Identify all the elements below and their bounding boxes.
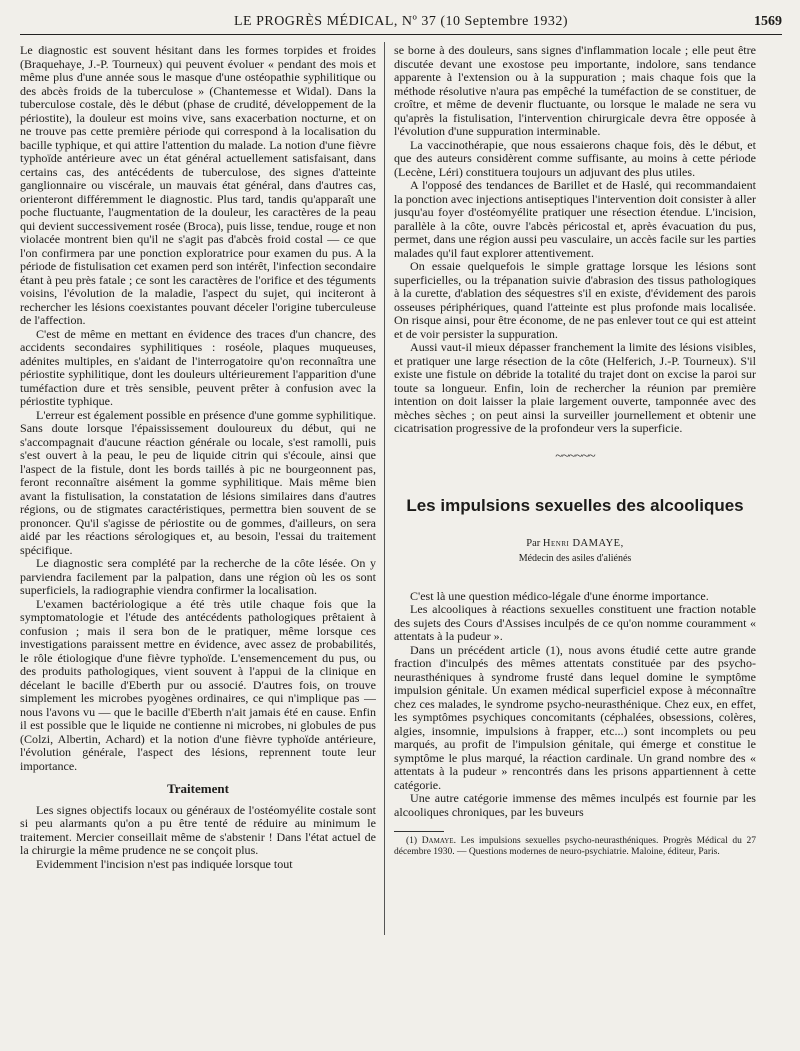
paragraph: Le diagnostic est souvent hésitant dans les formes torpides et froides (Braquehaye, J.-P. Tourneux) qui peuvent évoluer « pendant des mois et même plus d'une année sous le masque d'une ostéopathie syphilitique ou des abcès froids de la tuberculose » (Chantemesse et Widal). Dans la tuberculose costale, dès le début (phase de crudité, développement de la périostite), la douleur est moins vive, sans exacerbation nocturne, et on ne trouve pas cette première période qui correspond à la localisation du bacille typhique, et qui attire l'attention du malade. La notion d'une fièvre typhoïde antérieure avec un état général actuellement satisfaisant, dans certains cas, des antécédents de tuberculose, des signes d'atteinte ganglionnaire ou viscérale, un mauvais état général, dans d'autres cas, orienteront différemment le diagnostic. Plus tard, tandis qu'apparaît une poche fluctuante, l'augmentation de la douleur, les caractères de la peau qui devient successivement rosée (Broca), puis lisse, tendue, rouge et non violacée montrent bien qu'il ne s'agit pas d'abcès froid costal — ce que l'on confirmera par une ponction exploratrice pour examen du pus. A la période de fistulisation cet examen perd son intérêt, l'infection secondaire étant à peu près fatale ; ce sont les caractères de l'orifice et des téguments voisins, l'évolution de la maladie, l'aspect du sujet, qui inciteront à rechercher les lésions coexistantes pouvant déceler l'origine tuberculeuse de l'affection. [20,44,376,327]
paragraph: Le diagnostic sera complété par la recherche de la côte lésée. On y parviendra facilement par la palpation, dans une région où les os sont superficiels, la radiographie viendra confirmer la localisation. [20,556,376,597]
author-name: Henri DAMAYE, [542,537,624,549]
paragraph: Evidemment l'incision n'est pas indiquée lorsque tout [36,856,293,871]
page-number: 1569 [754,14,782,29]
paragraph: Les alcooliques à réactions sexuelles constituent une fraction notable des sujets des Cours d'Assises inculpés de ce qu'on nomme couramment « attentats à la pudeur ». [394,602,756,643]
journal-title: LE PROGRÈS MÉDICAL, Nº 37 (10 Septembre 1932) [233,14,569,29]
ornament-divider: ~~~~~~ [555,448,595,464]
paragraph: Les signes objectifs locaux ou généraux de l'ostéomyélite costale sont si peu alarmants qu'on a pu être tenté de réduire au minimum le traitement. Mercier conseillait même de s'abstenir ! Dans l'état actuel de la chirurgie la même prudence ne se conçoit plus. [20,802,376,857]
right-column [394,44,756,1031]
paragraph: se borne à des douleurs, sans signes d'inflammation locale ; elle peut être discutée devant une exostose peu importante, indolore, sans tendance apparente à l'extension ou à la suppuration ; mais chaque fois que la méthode résolutive n'aura pas empêché la tuméfaction de se constituer, de croître, et même de devenir fluctuante, ou lorsque le malade ne sera vu qu'après la fistulisation, l'intervention chirurgicale devra être opposée à l'évolution d'une suppuration interminable. [394,44,756,138]
byline [394,537,756,551]
paragraph: Une autre catégorie immense des mêmes inculpés est fournie par les alcooliques chroniques, par les buveurs [394,791,756,819]
paragraph: L'erreur est également possible en présence d'une gomme syphilitique. Sans doute lorsque l'épaississement douloureux du début, qui ne s'accompagnait d'aucune réaction générale ou locale, s'est ramolli, puis s'est ouvert à la peau, le peu de liquide citrin qui s'écoule, ainsi que l'aspect de la fistule, dont les bords taillés à pic ne bourgeonnent pas, feront reconnaître aisément la gomme syphilitique. Mais même bien avant la fistulisation, la constatation de lésions similaires dans d'autres régions, ou de stigmates caractéristiques, permettra bien souvent de se prononcer. Qu'il s'agisse de périostite ou de gommes, d'ailleurs, on sera aidé par les réactions sérologiques et, au besoin, l'essai du traitement spécifique. [20,407,376,557]
paragraph: C'est là une question médico-légale d'une énorme importance. [410,588,709,603]
paragraph: C'est de même en mettant en évidence des traces d'un chancre, des accidents secondaires syphilitiques : roséole, plaques muqueuses, adénites multiples, en s'aidant de l'interrogatoire qu'on reconnaîtra une périostite syphilitique, dont les douleurs ultérieurement l'apparition d'une tuméfaction dure et très sensible, peuvent prêter à confusion avec la périostite typhique. [20,326,376,408]
paragraph: On essaie quelquefois le simple grattage lorsque les lésions sont superficielles, ou la trépanation suivie d'abrasion des tissus pathologiques à la curette, d'ablation des séquestres s'il en existe, d'évidement des parois osseuses périphériques, quand l'atteinte est plus profonde mais localisée. On risque ainsi, pour être économe, de ne pas enlever tout ce qui est atteint et de voir persister la suppuration. [394,259,756,341]
paragraph: A l'opposé des tendances de Barillet et de Haslé, qui recommandaient la ponction avec injections antiseptiques l'intervention doit consister à aller jusqu'au foyer d'ostéomyélite pratiquer une résection étendue. L'incision, parallèle à la côte, ouvre l'abcès péricostal et, après évacuation du pus, permet, dans une région aussi peu vasculaire, un accès facile sur les parties malades qu'il faut explorer attentivement. [394,178,756,260]
paragraph: La vaccinothérapie, que nous essaierons chaque fois, dès le début, et que des auteurs considèrent comme suffisante, au moins à cette période (Lecène, Léri) constituera toujours un adjuvant des plus utiles. [394,137,756,179]
footnote [394,836,756,858]
left-column [20,44,376,1031]
author-affiliation: Médecin des asiles d'aliénés [518,553,632,564]
paragraph: L'examen bactériologique a été très utile chaque fois que la symptomatologie et l'étude des antécédents pathologiques prêtaient à confusion ; mais il sera bon de le pratiquer, même lorsque ces investigations paraissent mettre en évidence, avec assez de probabilités, le rôle étiologique d'une fièvre typhoïde. L'ensemencement du pus, ou des produits pathologiques, vient souvent à l'appui de la clinique en décelant le bacille d'Eberth pur ou associé. D'autres fois, on trouve simplement les microbes pyogènes ordinaires, ce qui n'implique pas — nous l'avons vu — que le bacille d'Eberth n'ait jamais été en cause. Enfin il est possible que le liquide ne contienne ni microbes, ni globules de pus (Colzi, Albertin, Achard) et la notion d'une fièvre typhoïde antérieure, l'évolution générale, l'aspect des lésions, reprennent toute leur importance. [20,596,376,773]
column-divider [384,42,385,935]
footnote-text: Les impulsions sexuelles psycho-neurasthéniques. Progrès Médical du 27 décembre 1930. — Questions modernes de neuro-psychiatrie. Maloine, éditeur, Paris. [394,836,756,857]
footnote-label: (1) Damaye. [406,836,456,846]
paragraph: Aussi vaut-il mieux dépasser franchement la limite des lésions visibles, et pratiquer une large résection de la côte (Helferich, J.-P. Tourneux). S'il existe une fistule on débride la totalité du trajet dont on excise la paroi sur toute sa longueur. Enfin, loin de rechercher la réunion par première intention on doit laisser la plaie largement ouverte, tamponnée avec des mèches sèches ; on peut ainsi la surveiller journellement et obtenir une cicatrisation progressive de la profondeur vers la superficie. [394,340,756,435]
running-header [20,8,782,35]
footnote-rule [394,831,444,832]
paragraph: Dans un précédent article (1), nous avons étudié cette autre grande fraction d'inculpés des mêmes attentats constituée par des psycho-neurasthéniques à syndrome frusté dans lequel domine le symptôme impulsion génitale. Un examen médical superficiel expose à méconnaître chez ces malades, le syndrome psycho-neurasthénique. Chez eux, en effet, les symptômes psychiques concomitants (céphalées, obsessions, colères, algies, insomnie, impulsions à frapper, etc...) sont incomplets ou peu marqués, au profit de l'impulsion génitale, qui émerge et constitue le symptôme le plus marqué, la réaction cardinale. Un grand nombre des « attentats à la pudeur » rencontrés dans les prisons appartiennent à cette catégorie. [394,642,756,792]
byline-prefix: Par [526,537,541,549]
article-title: Les impulsions sexuelles des alcooliques [406,496,744,515]
section-heading-traitement: Traitement [167,781,229,796]
